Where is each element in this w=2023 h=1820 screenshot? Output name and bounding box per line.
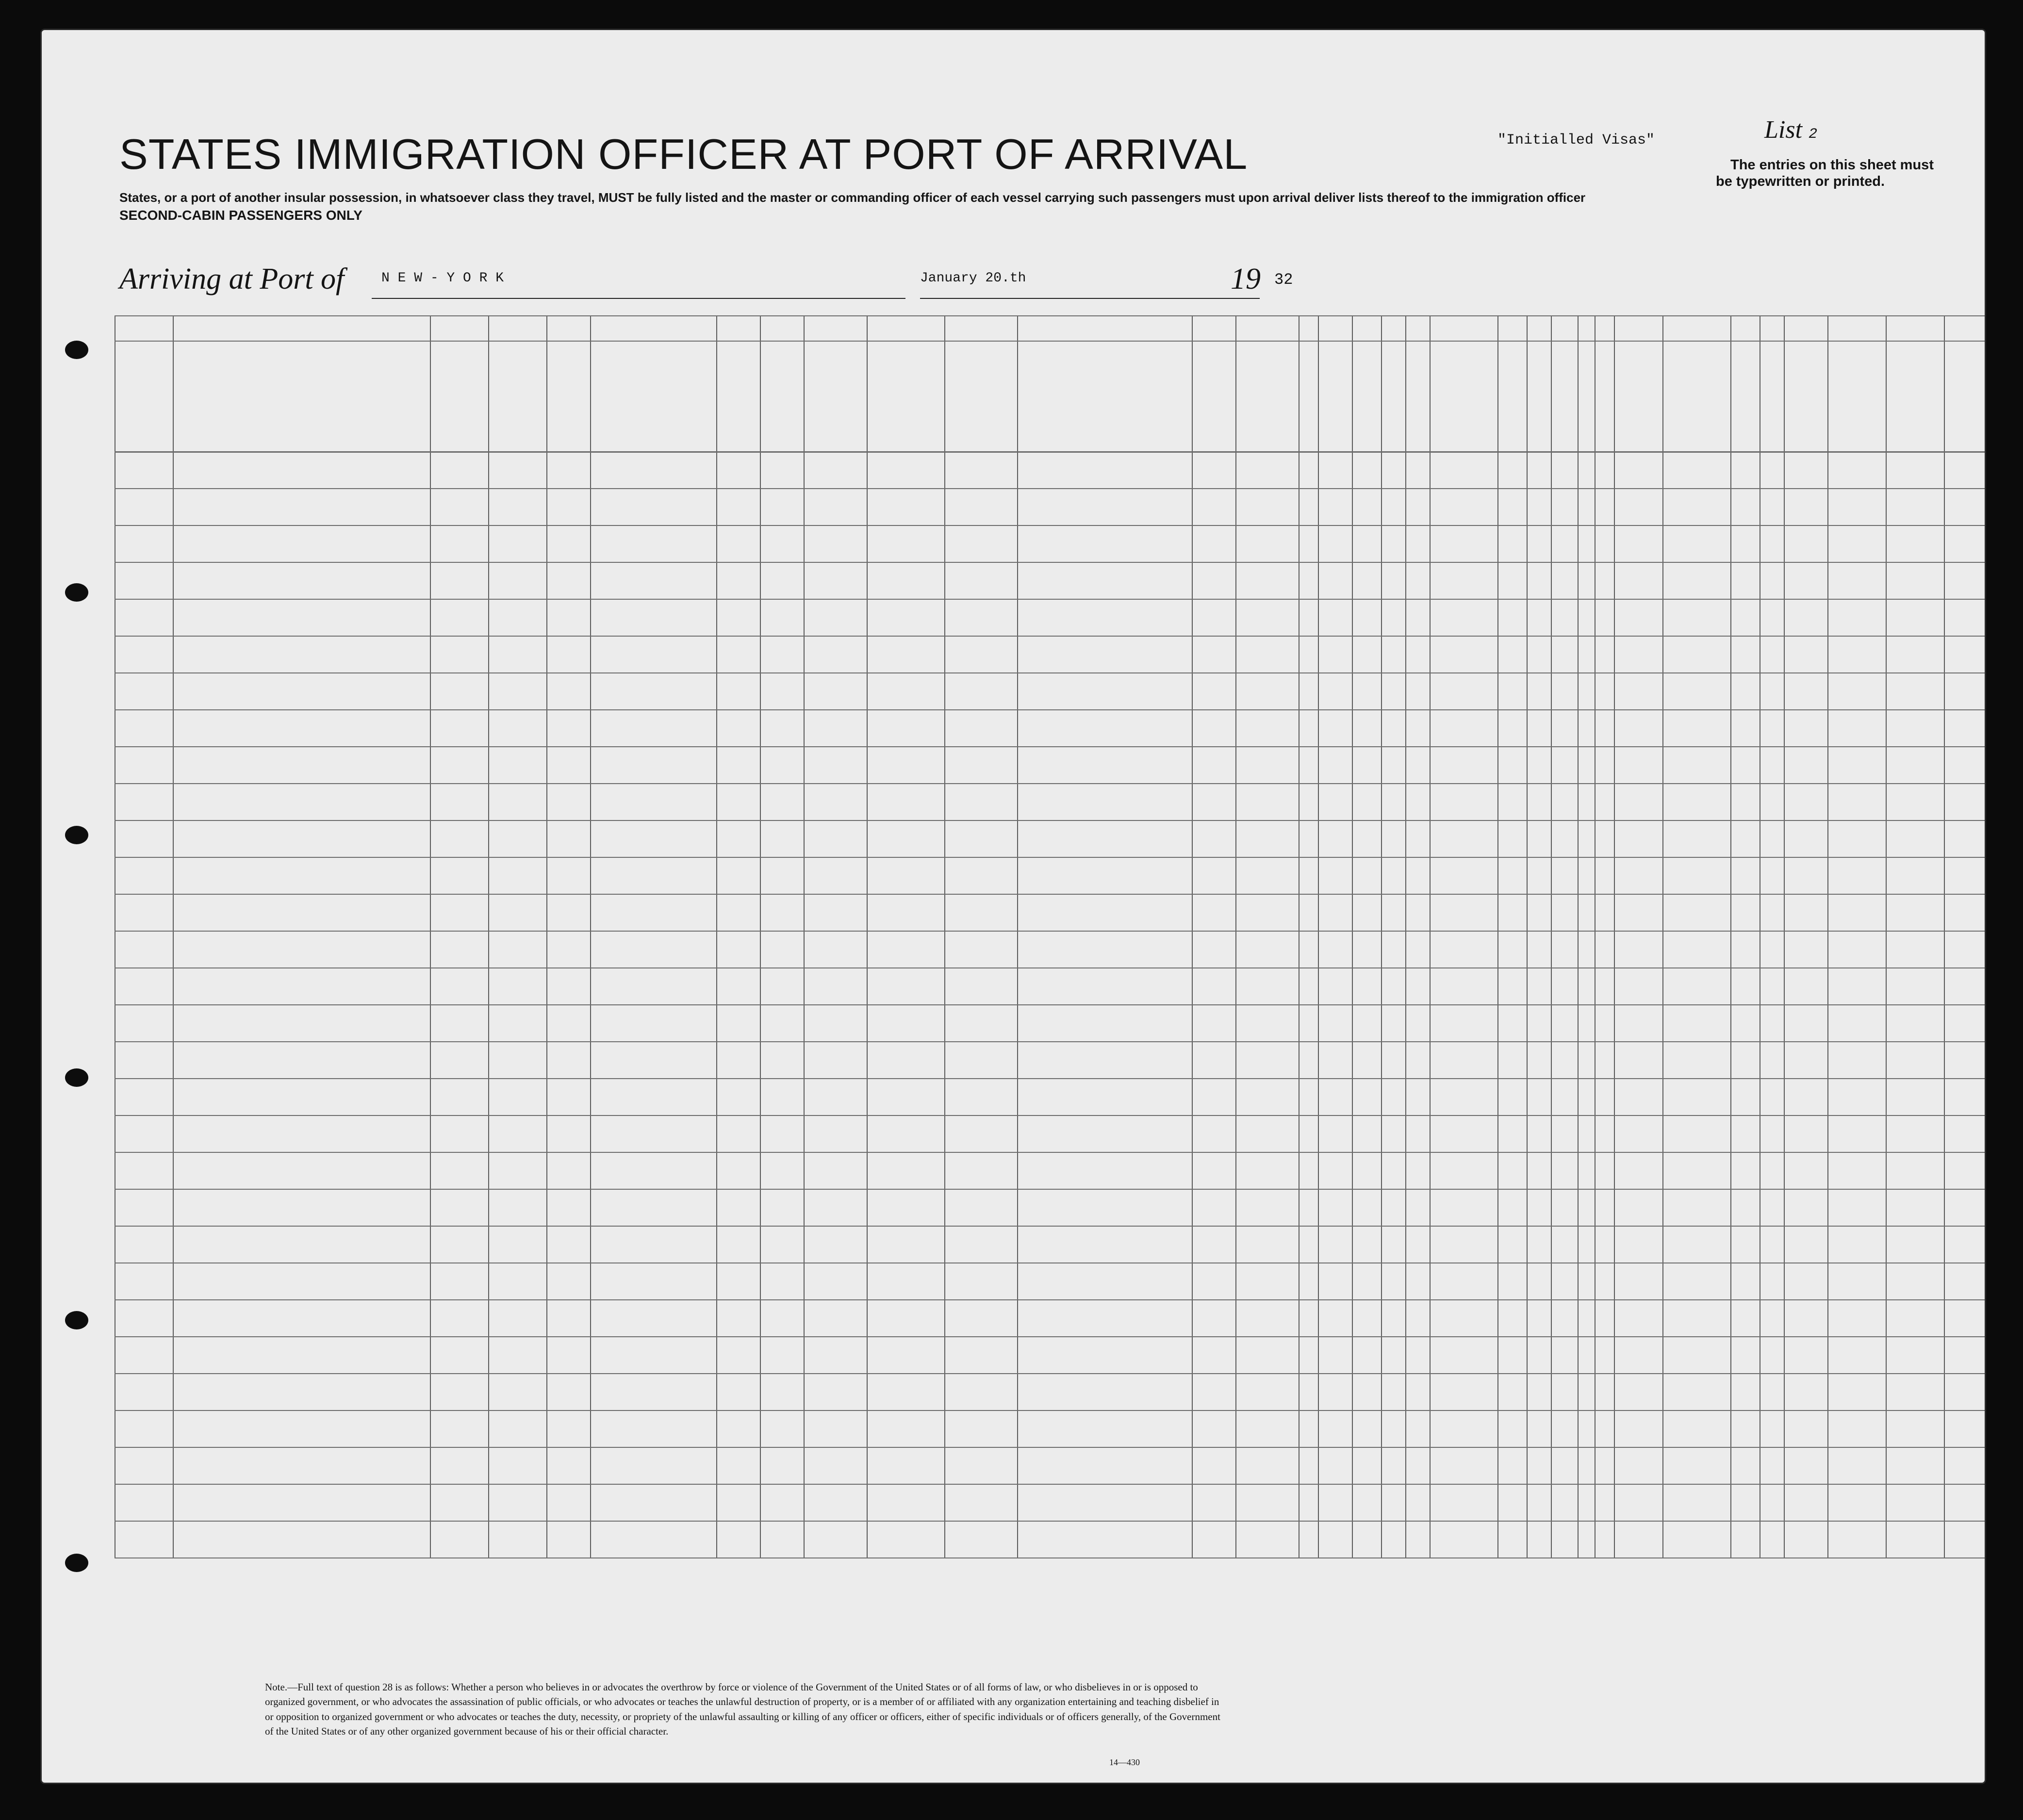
punch-hole [65,1068,88,1087]
row-rule [115,931,1985,932]
column-rule [1827,315,1828,1558]
list-number: 2 [1809,126,1818,143]
column-rule [1405,315,1406,1558]
year-suffix: 32 [1274,271,1293,289]
arrival-date: January 20.th [920,271,1026,286]
column-rule [1192,315,1193,1558]
column-rule [590,315,591,1558]
column-rule [1784,315,1785,1558]
row-rule [115,1299,1985,1300]
column-rule [546,315,547,1558]
form-title: STATES IMMIGRATION OFFICER AT PORT OF ARRIVAL [119,130,1248,178]
row-rule [115,1373,1985,1374]
row-rule [115,599,1985,600]
row-rule [115,857,1985,858]
date-underline [920,298,1260,299]
column-rule [1430,315,1431,1558]
column-rule [944,315,945,1558]
row-rule [115,1152,1985,1153]
row-rule [115,525,1985,526]
footnote: Note.—Full text of question 28 is as follows: Whether a person who believes in or advocates the overthrow by force or violence of the Government of the United States or of all forms of law, or who disbelieves in or is opposed to organized government, or who advocates the assassination of public officials, or who advocates or teaches the unlawful destruction of property, or is a member of or affiliated with any organization entertaining and teaching disbelief in or opposition to organized government or who advocates or teaches the duty, necessity, or propriety of the unlawful assaulting or killing of any officer or officers, either of specific individuals or of officers generally, of the Government of the United States or of any other organized government because of his or their official character. [265,1681,1220,1738]
row-rule [115,783,1985,784]
row-rule [115,1226,1985,1227]
punch-hole [65,826,88,844]
row-rule [115,1041,1985,1042]
arriving-label: Arriving at Port of [119,262,345,295]
row-rule [115,1521,1985,1522]
column-rule [173,315,174,1558]
row-rule [115,894,1985,895]
row-rule [115,672,1985,673]
year-prefix: 19 [1231,262,1261,295]
column-rule [1352,315,1353,1558]
column-rule [1614,315,1615,1558]
row-rule [115,1078,1985,1079]
column-number-rule [115,341,1985,342]
punch-hole [65,341,88,359]
form-number: 14—430 [1109,1757,1140,1767]
row-rule [115,1447,1985,1448]
column-rule [1944,315,1945,1558]
row-rule [115,709,1985,710]
row-rule [115,967,1985,968]
column-rule [804,315,805,1558]
column-rule [716,315,717,1558]
column-rule [1551,315,1552,1558]
column-rule [1235,315,1236,1558]
entries-note-2: be typewritten or printed. [1716,174,1885,189]
row-rule [115,820,1985,821]
row-rule [115,562,1985,563]
row-rule [115,1004,1985,1005]
notice-line-2: SECOND-CABIN PASSENGERS ONLY [119,208,362,223]
notice-line-1: States, or a port of another insular possession, in whatsoever class they travel, MUST be fully listed and the master or commanding officer of each vessel carrying such passengers must upon arrival deliver lists thereof to the immigration officer [119,190,1586,205]
punch-hole [65,1554,88,1572]
column-rule [1497,315,1498,1558]
column-rule [1527,315,1528,1558]
column-rule [488,315,489,1558]
row-rule [115,1189,1985,1190]
initialled-visas: "Initialled Visas" [1497,132,1655,148]
table-top-rule [115,315,1985,316]
header-bottom-rule [115,451,1985,453]
column-rule [1017,315,1018,1558]
column-rule [1662,315,1663,1558]
manifest-sheet [42,30,1985,1783]
port-underline [372,298,905,299]
port-name: N E W - Y O R K [381,271,504,286]
column-rule [1578,315,1579,1558]
column-rule [1730,315,1731,1558]
column-rule [1318,315,1319,1558]
column-rule [430,315,431,1558]
row-rule [115,1336,1985,1337]
row-rule [115,1115,1985,1116]
column-rule [1381,315,1382,1558]
row-rule [115,1410,1985,1411]
row-rule [115,746,1985,747]
row-rule [115,636,1985,637]
entries-note-1: The entries on this sheet must [1730,157,1934,173]
punch-hole [65,1311,88,1329]
column-rule [1886,315,1887,1558]
column-rule [867,315,868,1558]
row-rule [115,1484,1985,1485]
punch-hole [65,583,88,602]
list-label: List 2 [1764,116,1818,144]
row-rule [115,488,1985,489]
column-rule [760,315,761,1558]
